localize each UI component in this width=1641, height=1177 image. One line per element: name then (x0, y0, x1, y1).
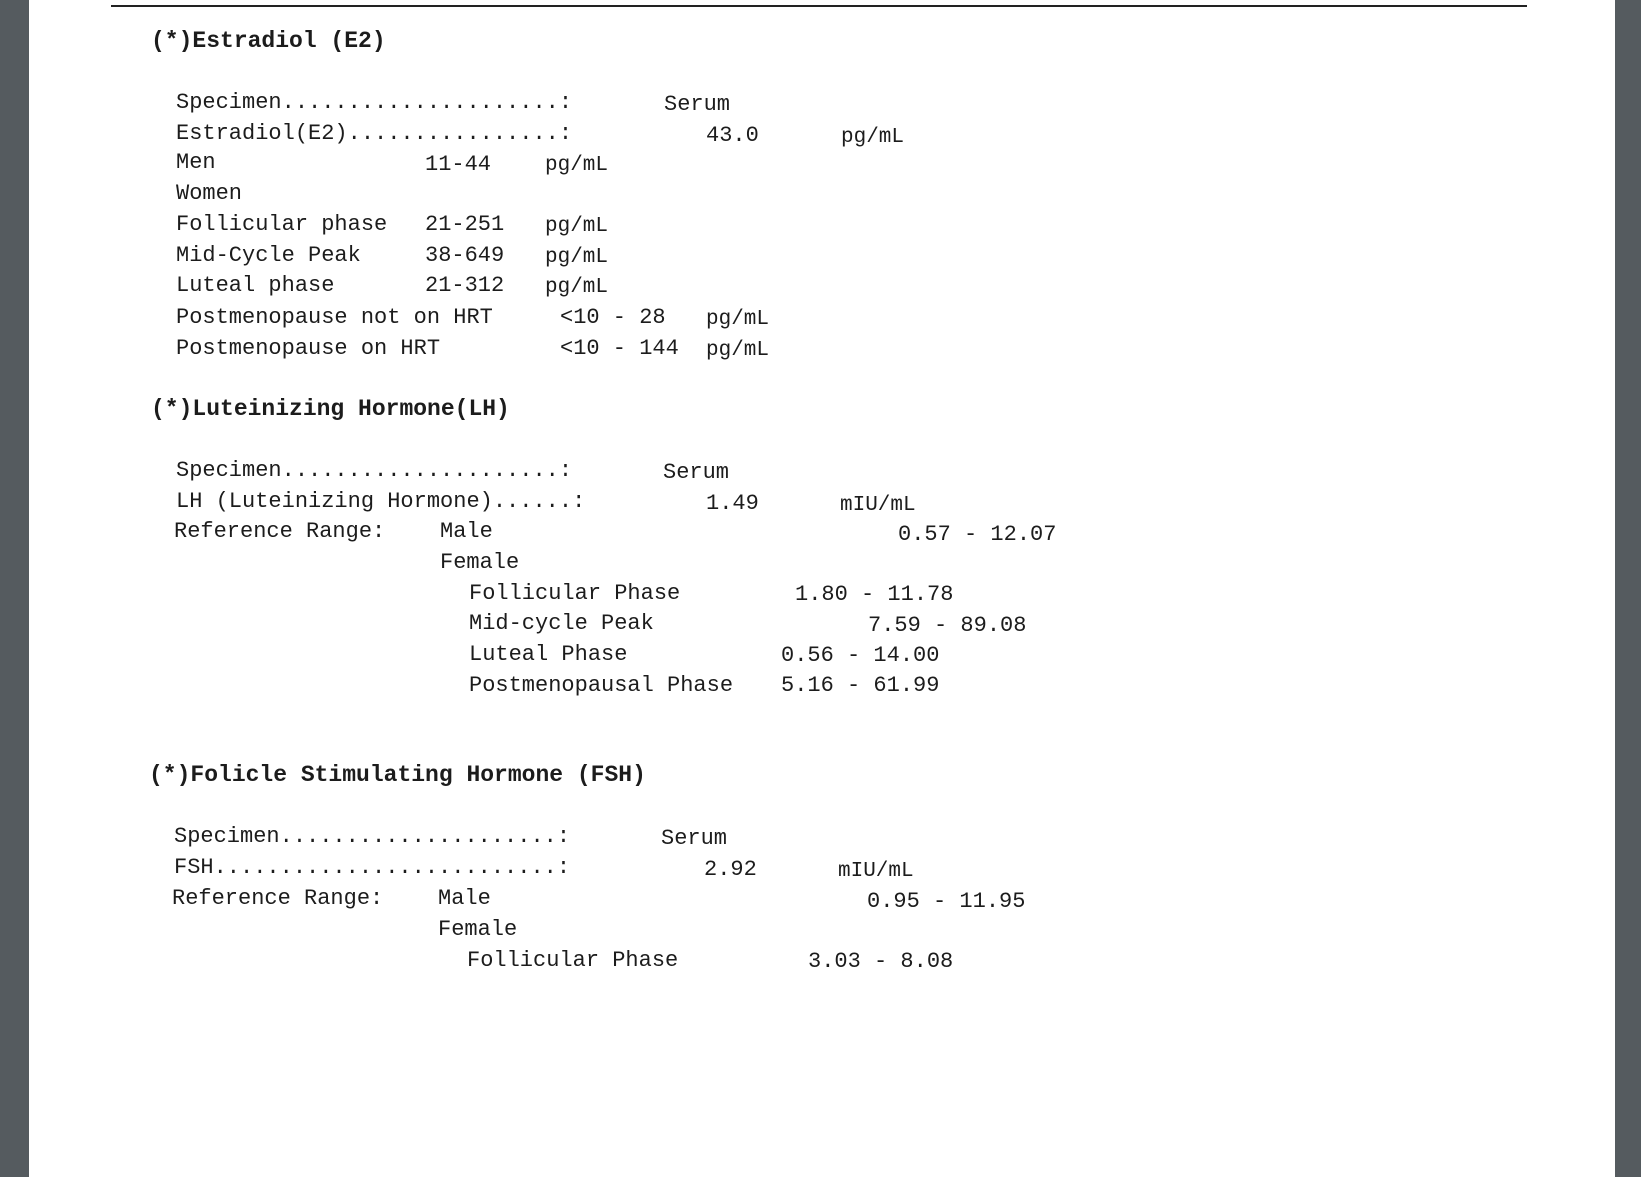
lh-female-phase-range: 5.16 - 61.99 (781, 673, 940, 698)
lh-result-value: 1.49 (706, 491, 759, 516)
estradiol-heading: (*)Estradiol (E2) (151, 28, 386, 54)
estradiol-range-value: 11-44 (425, 152, 492, 177)
estradiol-range-label: Postmenopause not on HRT (176, 305, 493, 330)
estradiol-range-label: Follicular phase (176, 212, 388, 237)
lh-heading: (*)Luteinizing Hormone(LH) (151, 396, 510, 422)
estradiol-range-unit: pg/mL (545, 215, 609, 238)
lh-female-phase-label: Follicular Phase (469, 581, 681, 606)
fsh-specimen-label: Specimen.....................: (174, 824, 571, 849)
fsh-female-label: Female (438, 917, 518, 942)
lh-female-phase-label: Luteal Phase (469, 642, 628, 667)
fsh-heading: (*)Folicle Stimulating Hormone (FSH) (149, 762, 646, 788)
estradiol-range-unit: pg/mL (545, 154, 609, 177)
lh-female-phase-range: 7.59 - 89.08 (868, 613, 1027, 638)
estradiol-range-value: <10 - 144 (560, 336, 679, 361)
fsh-reference-range-label: Reference Range: (172, 886, 384, 911)
fsh-female-phase-range: 3.03 - 8.08 (808, 949, 954, 974)
top-rule-divider (111, 5, 1527, 7)
fsh-specimen-value: Serum (661, 826, 728, 851)
lh-female-phase-label: Mid-cycle Peak (469, 611, 654, 636)
lh-reference-range-label: Reference Range: (174, 519, 386, 544)
estradiol-range-label: Women (176, 181, 243, 206)
estradiol-specimen-value: Serum (664, 92, 731, 117)
estradiol-range-value: 21-251 (425, 212, 505, 237)
estradiol-range-label: Postmenopause on HRT (176, 336, 441, 361)
lh-result-unit: mIU/mL (840, 494, 916, 517)
lh-female-phase-range: 1.80 - 11.78 (795, 582, 954, 607)
lh-specimen-value: Serum (663, 460, 730, 485)
lh-female-label: Female (440, 550, 520, 575)
estradiol-result-value: 43.0 (706, 123, 759, 148)
lh-female-phase-range: 0.56 - 14.00 (781, 643, 940, 668)
estradiol-result-label: Estradiol(E2)................: (176, 121, 573, 146)
fsh-result-unit: mIU/mL (838, 860, 914, 883)
fsh-result-label: FSH..........................: (174, 855, 571, 880)
estradiol-range-unit: pg/mL (545, 276, 609, 299)
estradiol-range-value: 21-312 (425, 273, 505, 298)
lh-result-label: LH (Luteinizing Hormone)......: (176, 489, 586, 514)
estradiol-range-label: Men (176, 150, 216, 175)
fsh-result-value: 2.92 (704, 857, 757, 882)
lh-male-label: Male (440, 519, 493, 544)
estradiol-range-value: <10 - 28 (560, 305, 666, 330)
fsh-female-phase-label: Follicular Phase (467, 948, 679, 973)
lh-male-range: 0.57 - 12.07 (898, 522, 1057, 547)
fsh-male-label: Male (438, 886, 491, 911)
estradiol-result-unit: pg/mL (841, 126, 905, 149)
estradiol-specimen-label: Specimen.....................: (176, 90, 573, 115)
estradiol-range-label: Mid-Cycle Peak (176, 243, 361, 268)
estradiol-range-unit: pg/mL (706, 308, 770, 331)
report-page (29, 0, 1615, 1177)
fsh-male-range: 0.95 - 11.95 (867, 889, 1026, 914)
estradiol-range-unit: pg/mL (706, 339, 770, 362)
lh-specimen-label: Specimen.....................: (176, 458, 573, 483)
lh-female-phase-label: Postmenopausal Phase (469, 673, 734, 698)
estradiol-range-unit: pg/mL (545, 246, 609, 269)
estradiol-range-value: 38-649 (425, 243, 505, 268)
estradiol-range-label: Luteal phase (176, 273, 335, 298)
